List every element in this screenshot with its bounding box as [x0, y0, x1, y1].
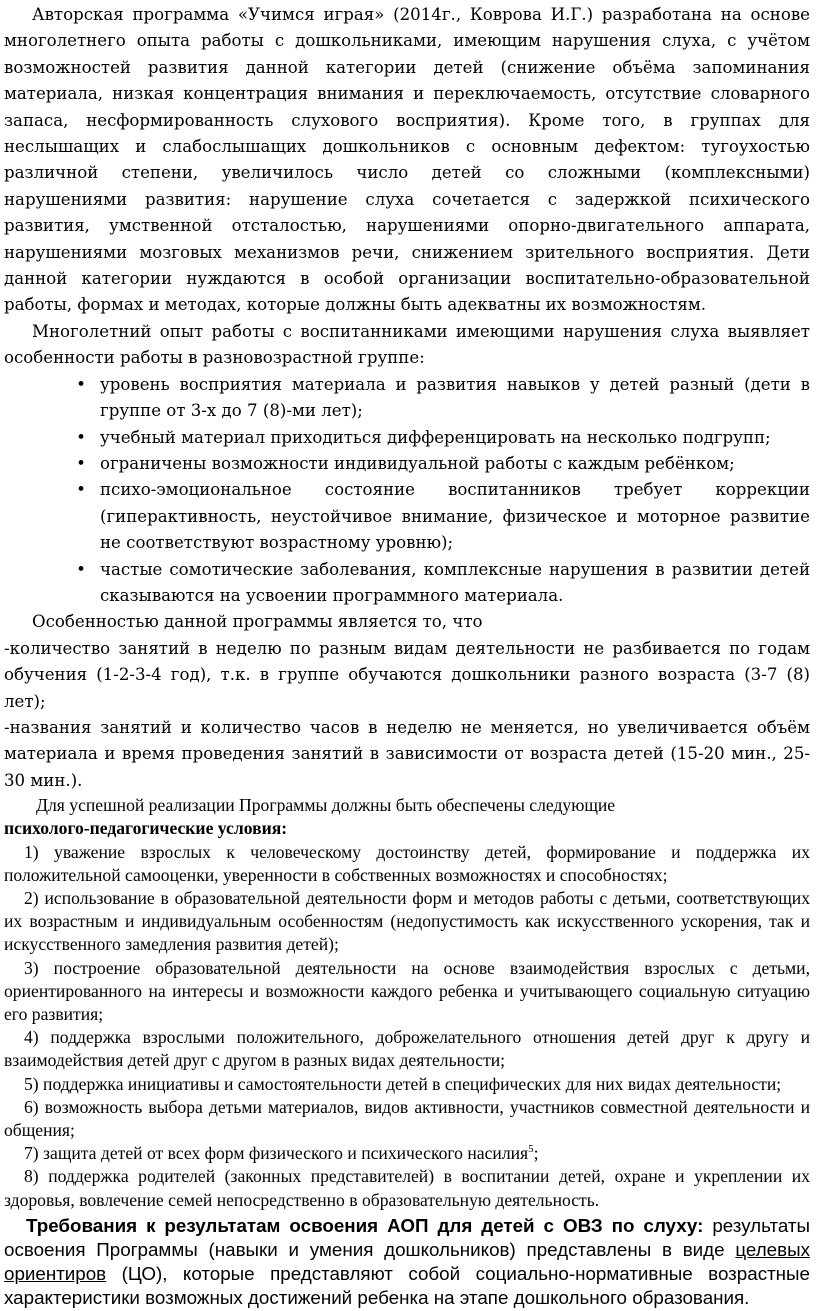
- feature-intro-paragraph: Особенностью данной программы является то, что: [32, 612, 483, 632]
- feature-paragraph-2: -названия занятий и количество часов в неделю не меняется, но увеличивается объём материала и время проведения занятий в зависимости от возраста детей (15-20 мин., 25-30 мин.).: [4, 717, 810, 790]
- requirements-text-before: результаты освоения Программы (навыки и умения дошкольников) представлены в виде: [4, 1214, 810, 1261]
- feature-paragraph-1: -количество занятий в неделю по разным видам деятельности не разбивается по годам обучения (1-2-3-4 год), т.к. в группе обучаются дошкольники разного возраста (3-7 (8) лет);: [4, 638, 810, 711]
- condition-item: 1) уважение взрослых к человеческому достоинству детей, формирование и поддержка их положительной самооценки, уверенности в собственных возможностях и способностях;: [4, 841, 810, 885]
- condition-item: 3) построение образовательной деятельности на основе взаимодействия взрослых с детьми, ориентированного на интересы и возможности каждого ребенка и учитывающего социальную ситуацию его развития;: [4, 957, 810, 1025]
- bullet-icon: •: [76, 374, 86, 394]
- requirements-text-after: (ЦО), которые представляют собой социально-нормативные возрастные характеристики возможных достижений ребенка на этапе дошкольного образования.: [4, 1263, 810, 1309]
- bullet-icon: •: [76, 453, 86, 473]
- program-section: [4, 2, 810, 794]
- list-item-text: психо-эмоциональное состояние воспитанников требует коррекции (гиперактивность, неустойчивое внимание, физическое и моторное развитие не соответствуют возрастному уровню);: [100, 480, 810, 553]
- list-item-text: учебный материал приходиться дифференцировать на несколько подгрупп;: [100, 427, 771, 447]
- bullet-icon: •: [76, 427, 86, 447]
- condition-item: 6) возможность выбора детьми материалов, видов активности, участников совместной деятельности и общения;: [4, 1096, 810, 1141]
- conditions-intro: Для успешной реализации Программы должны быть обеспечены следующие: [36, 795, 616, 816]
- list-item-text: ограничены возможности индивидуальной работы с каждым ребёнком;: [100, 453, 735, 473]
- list-item: [76, 451, 810, 477]
- features-bullet-list: [4, 372, 810, 610]
- list-item: [76, 477, 810, 556]
- conditions-heading: [4, 817, 810, 840]
- bullet-icon: •: [76, 480, 86, 500]
- requirements-section: [4, 1214, 810, 1311]
- bullet-icon: •: [76, 559, 86, 579]
- condition-item-7-end: ;: [533, 1143, 539, 1164]
- list-item: [76, 372, 810, 425]
- conditions-section: [4, 794, 810, 1212]
- requirements-heading: Требования к результатам освоения АОП для детей с ОВЗ по слуху:: [26, 1214, 704, 1236]
- list-item: [76, 425, 810, 451]
- condition-item: 5) поддержка инициативы и самостоятельности детей в специфических для них видах деятельности;: [24, 1073, 782, 1094]
- requirements-paragraph: [4, 1214, 810, 1311]
- experience-paragraph: Многолетний опыт работы с воспитанниками имеющими нарушения слуха выявляет особенности работы в разновозрастной группе:: [4, 321, 810, 368]
- footnote-ref[interactable]: 5: [528, 1143, 534, 1156]
- conditions-heading-text: психолого-педагогические условия:: [4, 818, 288, 839]
- condition-item: 2) использование в образовательной деятельности форм и методов работы с детьми, соответствующих их возрастным и индивидуальным особенностям (недопустимость как искусственного ускорения, так и искусственного замедления развития детей);: [4, 888, 810, 955]
- condition-item: 8) поддержка родителей (законных представителей) в воспитании детей, охране и укреплении их здоровья, вовлечение семей непосредственно в образовательную деятельность.: [4, 1166, 810, 1210]
- list-item-text: частые сомотические заболевания, комплексные нарушения в развитии детей сказываются на усвоении программного материала.: [100, 559, 810, 605]
- condition-item-7: [4, 1142, 810, 1165]
- target-guidelines-term: целевых ориентиров: [4, 1239, 810, 1285]
- condition-item: 4) поддержка взрослыми положительного, доброжелательного отношения детей друг к другу и взаимодействия детей друг с другом в разных видах деятельности;: [4, 1027, 810, 1071]
- list-item-text: уровень восприятия материала и развития навыков у детей разный (дети в группе от 3-х до 7 (8)-ми лет);: [100, 374, 810, 421]
- program-intro-paragraph: Авторская программа «Учимся играя» (2014г., Коврова И.Г.) разработана на основе многолетнего опыта работы с дошкольниками, имеющим нарушения слуха, с учётом возможностей развития данной категории детей (снижение объёма запоминания материала, низкая концентрация внимания и переключаемость, отсутствие словарного запаса, несформированность слухового восприятия). Кроме того, в группах для неслышащих и слабослышащих дошкольников с основным дефектом: тугоухостью различной степени, увеличилось число детей со сложными (комплексными) нарушениями развития: нарушение слуха сочетается с задержкой психического развития, умственной отсталостью, нарушениями опорно-двигательного аппарата, нарушениями мозговых механизмов речи, снижением зрительного восприятия. Дети данной категории нуждаются в особой организации воспитательно-образовательной работы, формах и методах, которые должны быть адекватны их возможностям.: [4, 5, 810, 315]
- condition-item-7-text: 7) защита детей от всех форм физического и психического насилия: [24, 1143, 529, 1164]
- list-item: [76, 557, 810, 610]
